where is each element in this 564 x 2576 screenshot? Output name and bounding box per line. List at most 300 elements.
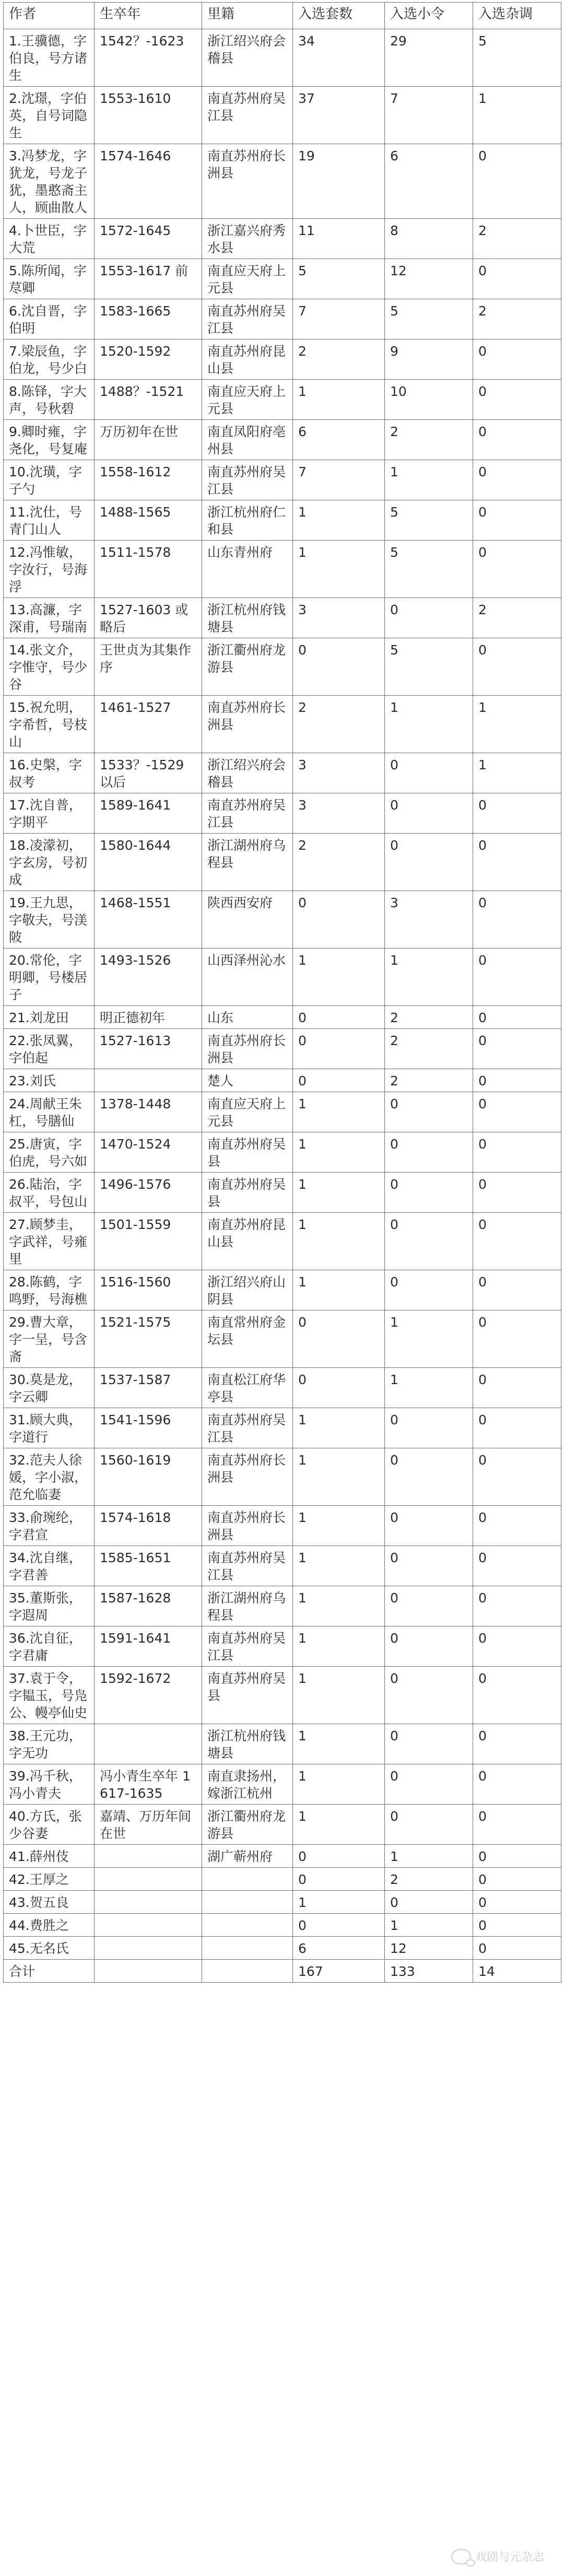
cell-short-songs: 0 <box>385 1586 473 1626</box>
cell-suites: 19 <box>293 144 385 219</box>
cell-hometown: 山东 <box>202 1006 293 1029</box>
cell-lifespan: 嘉靖、万历年间在世 <box>95 1805 202 1845</box>
cell-short-songs: 5 <box>385 299 473 339</box>
cell-lifespan: 冯小青生卒年 1617-1635 <box>95 1764 202 1805</box>
cell-suites: 1 <box>293 1173 385 1213</box>
author-table <box>3 2 561 1983</box>
cell-hometown: 浙江嘉兴府秀水县 <box>202 219 293 259</box>
table-row <box>4 753 561 793</box>
table-row <box>4 380 561 420</box>
cell-short-songs: 0 <box>385 1626 473 1667</box>
cell-misc-tunes: 0 <box>473 259 561 299</box>
cell-author: 41.薛州伎 <box>4 1845 95 1868</box>
cell-author: 33.俞琬纶，字君宣 <box>4 1506 95 1546</box>
cell-author: 19.王九思，字敬夫，号渼陂 <box>4 891 95 949</box>
cell-misc-tunes: 0 <box>473 1937 561 1960</box>
cell-short-songs: 0 <box>385 1408 473 1448</box>
cell-short-songs: 9 <box>385 339 473 380</box>
cell-short-songs: 0 <box>385 1805 473 1845</box>
cell-misc-tunes: 0 <box>473 1132 561 1173</box>
cell-suites: 0 <box>293 1310 385 1368</box>
cell-misc-tunes: 0 <box>473 1805 561 1845</box>
cell-hometown: 浙江杭州府钱塘县 <box>202 1724 293 1764</box>
cell-lifespan <box>95 1937 202 1960</box>
cell-misc-tunes: 0 <box>473 460 561 500</box>
cell-suites: 1 <box>293 1626 385 1667</box>
cell-hometown <box>202 1868 293 1891</box>
table-row <box>4 1029 561 1069</box>
cell-short-songs: 1 <box>385 949 473 1006</box>
cell-author: 21.刘龙田 <box>4 1006 95 1029</box>
cell-suites: 3 <box>293 793 385 834</box>
cell-hometown: 陕西西安府 <box>202 891 293 949</box>
cell-author: 28.陈鹤，字鸣野，号海樵 <box>4 1270 95 1310</box>
cell-author: 16.史槃，字叔考 <box>4 753 95 793</box>
cell-author: 39.冯千秋，冯小青夫 <box>4 1764 95 1805</box>
cell-suites: 0 <box>293 1868 385 1891</box>
cell-misc-tunes: 0 <box>473 793 561 834</box>
cell-author: 15.祝允明，字希哲，号枝山 <box>4 696 95 753</box>
total-row <box>4 1960 561 1983</box>
cell-hometown: 南直苏州府吴江县 <box>202 1546 293 1586</box>
cell-lifespan: 1585-1651 <box>95 1546 202 1586</box>
cell-author: 45.无名氏 <box>4 1937 95 1960</box>
cell-hometown: 南直苏州府吴江县 <box>202 1408 293 1448</box>
cell-short-songs: 0 <box>385 1724 473 1764</box>
cell-misc-tunes: 0 <box>473 949 561 1006</box>
cell-hometown: 湖广蕲州府 <box>202 1845 293 1868</box>
table-row <box>4 1213 561 1270</box>
cell-lifespan: 1587-1628 <box>95 1586 202 1626</box>
cell-hometown: 楚人 <box>202 1069 293 1092</box>
cell-hometown: 南直应天府上元县 <box>202 259 293 299</box>
cell-misc-tunes: 14 <box>473 1960 561 1983</box>
wechat-icon <box>451 2549 471 2565</box>
cell-suites: 0 <box>293 891 385 949</box>
cell-hometown: 南直苏州府长洲县 <box>202 696 293 753</box>
cell-suites: 0 <box>293 1069 385 1092</box>
cell-hometown: 南直苏州府长洲县 <box>202 144 293 219</box>
cell-author: 32.范夫人徐媛，字小淑，范允临妻 <box>4 1448 95 1506</box>
cell-lifespan: 1496-1576 <box>95 1173 202 1213</box>
cell-author: 18.凌濛初，字玄房，号初成 <box>4 834 95 891</box>
table-row <box>4 219 561 259</box>
cell-author: 5.陈所闻，字荩卿 <box>4 259 95 299</box>
cell-short-songs: 1 <box>385 1914 473 1937</box>
cell-short-songs: 0 <box>385 1667 473 1724</box>
cell-short-songs: 29 <box>385 29 473 87</box>
cell-short-songs: 10 <box>385 380 473 420</box>
cell-short-songs: 0 <box>385 1891 473 1914</box>
cell-misc-tunes: 0 <box>473 834 561 891</box>
cell-short-songs: 1 <box>385 460 473 500</box>
cell-misc-tunes: 0 <box>473 380 561 420</box>
cell-misc-tunes: 0 <box>473 541 561 598</box>
cell-hometown: 南直应天府上元县 <box>202 1092 293 1132</box>
cell-hometown: 南直苏州府吴县 <box>202 1173 293 1213</box>
cell-suites: 1 <box>293 1546 385 1586</box>
cell-hometown: 浙江湖州府乌程县 <box>202 834 293 891</box>
table-row <box>4 1173 561 1213</box>
cell-lifespan: 1527-1613 <box>95 1029 202 1069</box>
cell-suites: 167 <box>293 1960 385 1983</box>
cell-misc-tunes: 0 <box>473 1448 561 1506</box>
cell-author: 7.梁辰鱼，字伯龙，号少白 <box>4 339 95 380</box>
cell-short-songs: 2 <box>385 1069 473 1092</box>
cell-misc-tunes: 0 <box>473 1868 561 1891</box>
cell-suites: 7 <box>293 460 385 500</box>
table-row <box>4 834 561 891</box>
cell-hometown <box>202 1914 293 1937</box>
cell-lifespan: 1574-1618 <box>95 1506 202 1546</box>
cell-short-songs: 5 <box>385 500 473 541</box>
table-body <box>4 29 561 1983</box>
cell-misc-tunes: 0 <box>473 1270 561 1310</box>
table-row <box>4 299 561 339</box>
table-row <box>4 339 561 380</box>
cell-author: 17.沈自普，字期平 <box>4 793 95 834</box>
cell-suites: 0 <box>293 638 385 696</box>
table-row <box>4 1845 561 1868</box>
cell-author: 44.费胜之 <box>4 1914 95 1937</box>
cell-author: 8.陈铎，字大声，号秋碧 <box>4 380 95 420</box>
cell-lifespan <box>95 1724 202 1764</box>
cell-hometown <box>202 1891 293 1914</box>
cell-suites: 1 <box>293 500 385 541</box>
cell-hometown: 南直苏州府长洲县 <box>202 1448 293 1506</box>
cell-lifespan: 1521-1575 <box>95 1310 202 1368</box>
cell-short-songs: 0 <box>385 1448 473 1506</box>
cell-hometown: 浙江绍兴府会稽县 <box>202 29 293 87</box>
cell-misc-tunes: 0 <box>473 1914 561 1937</box>
cell-misc-tunes: 0 <box>473 1310 561 1368</box>
cell-lifespan: 1558-1612 <box>95 460 202 500</box>
cell-author: 26.陆治，字叔平，号包山 <box>4 1173 95 1213</box>
cell-suites: 1 <box>293 1408 385 1448</box>
cell-author: 40.方氏，张少谷妻 <box>4 1805 95 1845</box>
cell-lifespan: 1470-1524 <box>95 1132 202 1173</box>
table-row <box>4 1546 561 1586</box>
cell-misc-tunes: 0 <box>473 1029 561 1069</box>
cell-lifespan: 1461-1527 <box>95 696 202 753</box>
cell-hometown: 南直凤阳府亳州县 <box>202 420 293 460</box>
cell-hometown: 南直常州府金坛县 <box>202 1310 293 1368</box>
cell-lifespan: 万历初年在世 <box>95 420 202 460</box>
cell-misc-tunes: 0 <box>473 1586 561 1626</box>
cell-suites: 1 <box>293 1724 385 1764</box>
table-row <box>4 144 561 219</box>
cell-lifespan: 1591-1641 <box>95 1626 202 1667</box>
cell-lifespan: 1560-1619 <box>95 1448 202 1506</box>
cell-lifespan <box>95 1069 202 1092</box>
header-suites: 入选套数 <box>293 3 385 29</box>
cell-misc-tunes: 0 <box>473 1173 561 1213</box>
cell-suites: 1 <box>293 1667 385 1724</box>
cell-misc-tunes: 0 <box>473 1667 561 1724</box>
cell-author: 22.张凤翼，字伯起 <box>4 1029 95 1069</box>
cell-lifespan <box>95 1891 202 1914</box>
cell-short-songs: 0 <box>385 1546 473 1586</box>
cell-lifespan: 1553-1617 前 <box>95 259 202 299</box>
cell-hometown: 浙江绍兴府会稽县 <box>202 753 293 793</box>
cell-short-songs: 0 <box>385 793 473 834</box>
cell-lifespan: 1537-1587 <box>95 1368 202 1408</box>
cell-hometown: 浙江衢州府龙游县 <box>202 638 293 696</box>
cell-hometown: 南直隶扬州，嫁浙江杭州 <box>202 1764 293 1805</box>
cell-suites: 1 <box>293 1805 385 1845</box>
cell-author: 31.顾大典，字道行 <box>4 1408 95 1448</box>
cell-suites: 2 <box>293 696 385 753</box>
cell-misc-tunes: 0 <box>473 1213 561 1270</box>
cell-lifespan: 1501-1559 <box>95 1213 202 1270</box>
cell-suites: 34 <box>293 29 385 87</box>
cell-author: 38.王元功，字无功 <box>4 1724 95 1764</box>
cell-lifespan: 王世贞为其集作序 <box>95 638 202 696</box>
table-row <box>4 1448 561 1506</box>
cell-lifespan: 1468-1551 <box>95 891 202 949</box>
cell-misc-tunes: 0 <box>473 1845 561 1868</box>
cell-suites: 1 <box>293 541 385 598</box>
cell-author: 1.王骥德，字伯良，号方诸生 <box>4 29 95 87</box>
cell-suites: 1 <box>293 949 385 1006</box>
cell-lifespan <box>95 1914 202 1937</box>
cell-hometown: 南直苏州府长洲县 <box>202 1029 293 1069</box>
cell-misc-tunes: 0 <box>473 500 561 541</box>
cell-short-songs: 3 <box>385 891 473 949</box>
cell-lifespan: 1583-1665 <box>95 299 202 339</box>
cell-suites: 1 <box>293 1506 385 1546</box>
table-row <box>4 1132 561 1173</box>
cell-misc-tunes: 5 <box>473 29 561 87</box>
cell-suites: 0 <box>293 1368 385 1408</box>
cell-misc-tunes: 0 <box>473 1546 561 1586</box>
cell-short-songs: 12 <box>385 259 473 299</box>
cell-lifespan: 明正德初年 <box>95 1006 202 1029</box>
cell-misc-tunes: 1 <box>473 87 561 144</box>
cell-suites: 37 <box>293 87 385 144</box>
cell-author: 4.卜世臣，字大荒 <box>4 219 95 259</box>
table-row <box>4 949 561 1006</box>
table-row <box>4 1270 561 1310</box>
cell-author: 27.顾梦圭，字武祥，号雍里 <box>4 1213 95 1270</box>
table-row <box>4 1868 561 1891</box>
cell-hometown: 南直苏州府吴江县 <box>202 460 293 500</box>
cell-author: 合计 <box>4 1960 95 1983</box>
table-row <box>4 598 561 638</box>
table-row <box>4 891 561 949</box>
cell-hometown: 南直苏州府吴江县 <box>202 87 293 144</box>
cell-hometown: 南直苏州府吴江县 <box>202 299 293 339</box>
cell-author: 14.张文介，字惟守，号少谷 <box>4 638 95 696</box>
cell-hometown: 南直苏州府吴县 <box>202 1667 293 1724</box>
cell-author: 11.沈仕，号青门山人 <box>4 500 95 541</box>
cell-hometown: 南直应天府上元县 <box>202 380 293 420</box>
table-row <box>4 1069 561 1092</box>
cell-lifespan: 1378-1448 <box>95 1092 202 1132</box>
table-row <box>4 259 561 299</box>
cell-short-songs: 2 <box>385 420 473 460</box>
cell-author: 2.沈璟，字伯英，自号词隐生 <box>4 87 95 144</box>
cell-suites: 1 <box>293 1270 385 1310</box>
cell-author: 13.高濂，字深甫，号瑞南 <box>4 598 95 638</box>
cell-author: 30.莫是龙，字云卿 <box>4 1368 95 1408</box>
cell-hometown: 南直松江府华亭县 <box>202 1368 293 1408</box>
cell-short-songs: 1 <box>385 1310 473 1368</box>
watermark-text: 戏剧与元杂志 <box>475 2551 544 2564</box>
cell-author: 10.沈璜，字子勺 <box>4 460 95 500</box>
table-row <box>4 696 561 753</box>
cell-suites: 11 <box>293 219 385 259</box>
table-row <box>4 1092 561 1132</box>
table-row <box>4 29 561 87</box>
table-row <box>4 1891 561 1914</box>
cell-misc-tunes: 0 <box>473 1092 561 1132</box>
cell-author: 29.曹大章，字一呈，号含斋 <box>4 1310 95 1368</box>
cell-lifespan: 1580-1644 <box>95 834 202 891</box>
cell-hometown <box>202 1960 293 1983</box>
table-row <box>4 87 561 144</box>
cell-short-songs: 5 <box>385 638 473 696</box>
header-hometown: 里籍 <box>202 3 293 29</box>
cell-short-songs: 2 <box>385 1868 473 1891</box>
cell-hometown: 浙江绍兴府山阴县 <box>202 1270 293 1310</box>
cell-suites: 3 <box>293 753 385 793</box>
table-row <box>4 1764 561 1805</box>
cell-suites: 7 <box>293 299 385 339</box>
cell-lifespan: 1520-1592 <box>95 339 202 380</box>
cell-short-songs: 0 <box>385 1506 473 1546</box>
cell-hometown: 浙江衢州府龙游县 <box>202 1805 293 1845</box>
cell-hometown: 山西泽州沁水 <box>202 949 293 1006</box>
table-row <box>4 1368 561 1408</box>
cell-suites: 1 <box>293 1764 385 1805</box>
cell-lifespan: 1493-1526 <box>95 949 202 1006</box>
cell-suites: 1 <box>293 380 385 420</box>
cell-short-songs: 133 <box>385 1960 473 1983</box>
table-row <box>4 500 561 541</box>
table-row <box>4 793 561 834</box>
header-short-songs: 入选小令 <box>385 3 473 29</box>
cell-misc-tunes: 0 <box>473 1506 561 1546</box>
table-row <box>4 1724 561 1764</box>
cell-misc-tunes: 0 <box>473 891 561 949</box>
cell-author: 9.卿时雍，字尧化，号复庵 <box>4 420 95 460</box>
table-row <box>4 1667 561 1724</box>
header-misc-tunes: 入选杂调 <box>473 3 561 29</box>
table-row <box>4 1586 561 1626</box>
cell-suites: 2 <box>293 834 385 891</box>
table-row <box>4 541 561 598</box>
cell-suites: 1 <box>293 1092 385 1132</box>
cell-misc-tunes: 0 <box>473 638 561 696</box>
cell-misc-tunes: 0 <box>473 1069 561 1092</box>
cell-suites: 1 <box>293 1891 385 1914</box>
cell-suites: 5 <box>293 259 385 299</box>
cell-suites: 1 <box>293 1213 385 1270</box>
cell-lifespan: 1533？-1529 以后 <box>95 753 202 793</box>
table-row <box>4 460 561 500</box>
cell-misc-tunes: 0 <box>473 1368 561 1408</box>
cell-lifespan: 1511-1578 <box>95 541 202 598</box>
cell-short-songs: 1 <box>385 1368 473 1408</box>
cell-suites: 1 <box>293 1448 385 1506</box>
cell-hometown: 山东青州府 <box>202 541 293 598</box>
cell-lifespan: 1553-1610 <box>95 87 202 144</box>
cell-short-songs: 12 <box>385 1937 473 1960</box>
cell-short-songs: 5 <box>385 541 473 598</box>
table-header-row <box>4 3 561 29</box>
table-row <box>4 1310 561 1368</box>
table-row <box>4 638 561 696</box>
cell-author: 3.冯梦龙，字犹龙，号龙子犹，墨憨斋主人，顾曲散人 <box>4 144 95 219</box>
cell-suites: 2 <box>293 339 385 380</box>
cell-hometown: 浙江杭州府钱塘县 <box>202 598 293 638</box>
cell-short-songs: 0 <box>385 1270 473 1310</box>
cell-short-songs: 6 <box>385 144 473 219</box>
cell-author: 37.袁于令，字韫玉，号凫公、幔亭仙史 <box>4 1667 95 1724</box>
cell-author: 34.沈自继，字君善 <box>4 1546 95 1586</box>
table-row <box>4 1006 561 1029</box>
cell-suites: 0 <box>293 1006 385 1029</box>
cell-short-songs: 2 <box>385 1006 473 1029</box>
cell-lifespan: 1541-1596 <box>95 1408 202 1448</box>
cell-misc-tunes: 0 <box>473 144 561 219</box>
cell-misc-tunes: 0 <box>473 420 561 460</box>
cell-short-songs: 0 <box>385 1173 473 1213</box>
cell-lifespan: 1589-1641 <box>95 793 202 834</box>
cell-hometown: 浙江湖州府乌程县 <box>202 1586 293 1626</box>
cell-misc-tunes: 0 <box>473 1626 561 1667</box>
cell-misc-tunes: 0 <box>473 1891 561 1914</box>
table-row <box>4 1805 561 1845</box>
cell-lifespan: 1542？-1623 <box>95 29 202 87</box>
cell-hometown: 南直苏州府吴江县 <box>202 1626 293 1667</box>
cell-author: 24.周献王朱杠，号膳仙 <box>4 1092 95 1132</box>
cell-author: 6.沈自晋，字伯明 <box>4 299 95 339</box>
cell-lifespan: 1572-1645 <box>95 219 202 259</box>
cell-author: 25.唐寅，字伯虎，号六如 <box>4 1132 95 1173</box>
cell-hometown: 南直苏州府吴县 <box>202 1132 293 1173</box>
cell-suites: 0 <box>293 1845 385 1868</box>
cell-author: 23.刘氏 <box>4 1069 95 1092</box>
cell-suites: 0 <box>293 1029 385 1069</box>
cell-short-songs: 0 <box>385 598 473 638</box>
cell-lifespan: 1592-1672 <box>95 1667 202 1724</box>
cell-suites: 1 <box>293 1586 385 1626</box>
cell-misc-tunes: 2 <box>473 598 561 638</box>
cell-author: 36.沈自征，字君庸 <box>4 1626 95 1667</box>
cell-lifespan <box>95 1868 202 1891</box>
cell-short-songs: 0 <box>385 753 473 793</box>
cell-lifespan: 1488-1565 <box>95 500 202 541</box>
cell-misc-tunes: 0 <box>473 1724 561 1764</box>
cell-suites: 1 <box>293 1132 385 1173</box>
cell-suites: 3 <box>293 598 385 638</box>
cell-hometown: 南直苏州府昆山县 <box>202 339 293 380</box>
cell-suites: 6 <box>293 420 385 460</box>
cell-short-songs: 8 <box>385 219 473 259</box>
cell-author: 43.贺五良 <box>4 1891 95 1914</box>
cell-misc-tunes: 0 <box>473 339 561 380</box>
cell-misc-tunes: 2 <box>473 299 561 339</box>
cell-short-songs: 0 <box>385 1213 473 1270</box>
table-row <box>4 1914 561 1937</box>
cell-misc-tunes: 0 <box>473 1408 561 1448</box>
cell-lifespan: 1516-1560 <box>95 1270 202 1310</box>
cell-hometown <box>202 1937 293 1960</box>
cell-lifespan <box>95 1960 202 1983</box>
header-lifespan: 生卒年 <box>95 3 202 29</box>
